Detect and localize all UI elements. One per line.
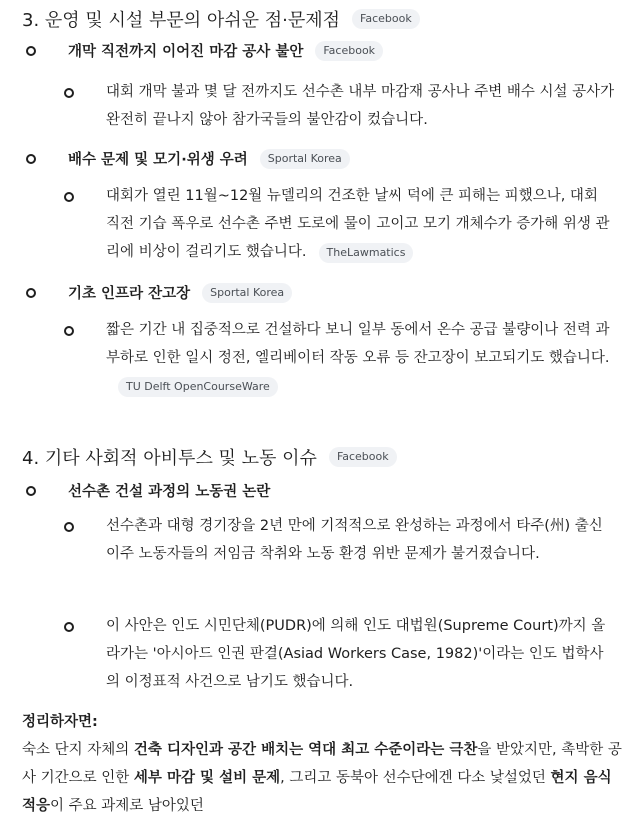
summary-emphasis: 현지 음식 적응	[22, 770, 612, 814]
section-4-heading	[22, 444, 397, 470]
item-title: 배수 문제 및 모기·위생 우려	[68, 152, 248, 168]
summary-emphasis: 세부 마감 및 설비 문제	[133, 770, 281, 786]
bullet-icon	[64, 88, 74, 98]
source-chip[interactable]: Sportal Korea	[202, 283, 292, 303]
detail-text	[106, 182, 616, 266]
detail-body: 짧은 기간 내 집중적으로 건설하다 보니 일부 동에서 온수 공급 불량이나 전력 과부하로 인한 일시 정전, 엘리베이터 작동 오류 등 잔고장이 보고되기도 했습니다.	[106, 322, 610, 366]
bullet-icon	[26, 46, 36, 56]
detail-text: 선수촌과 대형 경기장을 2년 만에 기적적으로 완성하는 과정에서 타주(州) 출신 이주 노동자들의 저임금 착취와 노동 환경 위반 문제가 불거졌습니다.	[106, 518, 603, 562]
detail-text: 대회 개막 불과 몇 달 전까지도 선수촌 내부 마감재 공사나 주변 배수 시설 공사가 완전히 끝나지 않아 참가국들의 불안감이 컸습니다.	[106, 84, 615, 128]
source-chip[interactable]: Facebook	[315, 41, 383, 61]
summary-paragraph	[22, 736, 622, 820]
item-title: 기초 인프라 잔고장	[68, 286, 191, 302]
source-chip[interactable]: TU Delft OpenCourseWare	[118, 377, 278, 397]
summary-text: , 그리고 동북아 선수단에겐 다소 낯설었던	[280, 770, 551, 786]
list-item-detail	[64, 512, 616, 568]
section-3-heading	[22, 6, 420, 32]
summary-text: 숙소 단지 자체의	[22, 742, 134, 758]
detail-text	[106, 316, 616, 400]
summary-text: 이 주요 과제로 남아있던	[50, 798, 204, 814]
list-item	[22, 40, 618, 61]
bullet-icon	[64, 326, 74, 336]
source-chip[interactable]: Facebook	[329, 447, 397, 467]
bullet-icon	[26, 154, 36, 164]
list-item	[22, 148, 618, 169]
detail-body: 대회가 열린 11월~12월 뉴델리의 건조한 날씨 덕에 큰 피해는 피했으나, 대회 직전 기습 폭우로 선수촌 주변 도로에 물이 고이고 모기 개체수가 증가해 위생 관리에 비상이 걸리기도 했습니다.	[106, 188, 610, 260]
bullet-icon	[64, 522, 74, 532]
bullet-icon	[26, 288, 36, 298]
summary-emphasis: 건축 디자인과 공간 배치는 역대 최고 수준이라는 극찬	[133, 742, 478, 758]
list-item-detail	[64, 612, 616, 696]
list-item	[22, 282, 618, 303]
section-3-title: 3. 운영 및 시설 부문의 아쉬운 점·문제점	[22, 10, 341, 31]
summary-text: 을 받았지만, 촉박한 공사 기간으로 인한	[22, 742, 622, 786]
detail-text: 이 사안은 인도 시민단체(PUDR)에 의해 인도 대법원(Supreme Court)까지 올라가는 '아시아드 인권 판결(Asiad Workers Case, 1982)'이라는 인도 법학사의 이정표적 사건으로 남기도 했습니다.	[106, 618, 606, 690]
bullet-icon	[64, 622, 74, 632]
source-chip[interactable]: Sportal Korea	[260, 149, 350, 169]
source-chip[interactable]: TheLawmatics	[319, 243, 414, 263]
list-item	[22, 480, 618, 501]
list-item-detail	[64, 182, 616, 266]
list-item-detail	[64, 78, 616, 134]
bullet-icon	[26, 486, 36, 496]
list-item-detail	[64, 316, 616, 400]
source-chip[interactable]: Facebook	[352, 9, 420, 29]
bullet-icon	[64, 192, 74, 202]
summary-title: 정리하자면:	[22, 714, 98, 730]
item-title: 개막 직전까지 이어진 마감 공사 불안	[68, 44, 304, 60]
item-title: 선수촌 건설 과정의 노동권 논란	[68, 484, 271, 500]
section-4-title: 4. 기타 사회적 아비투스 및 노동 이슈	[22, 448, 317, 469]
